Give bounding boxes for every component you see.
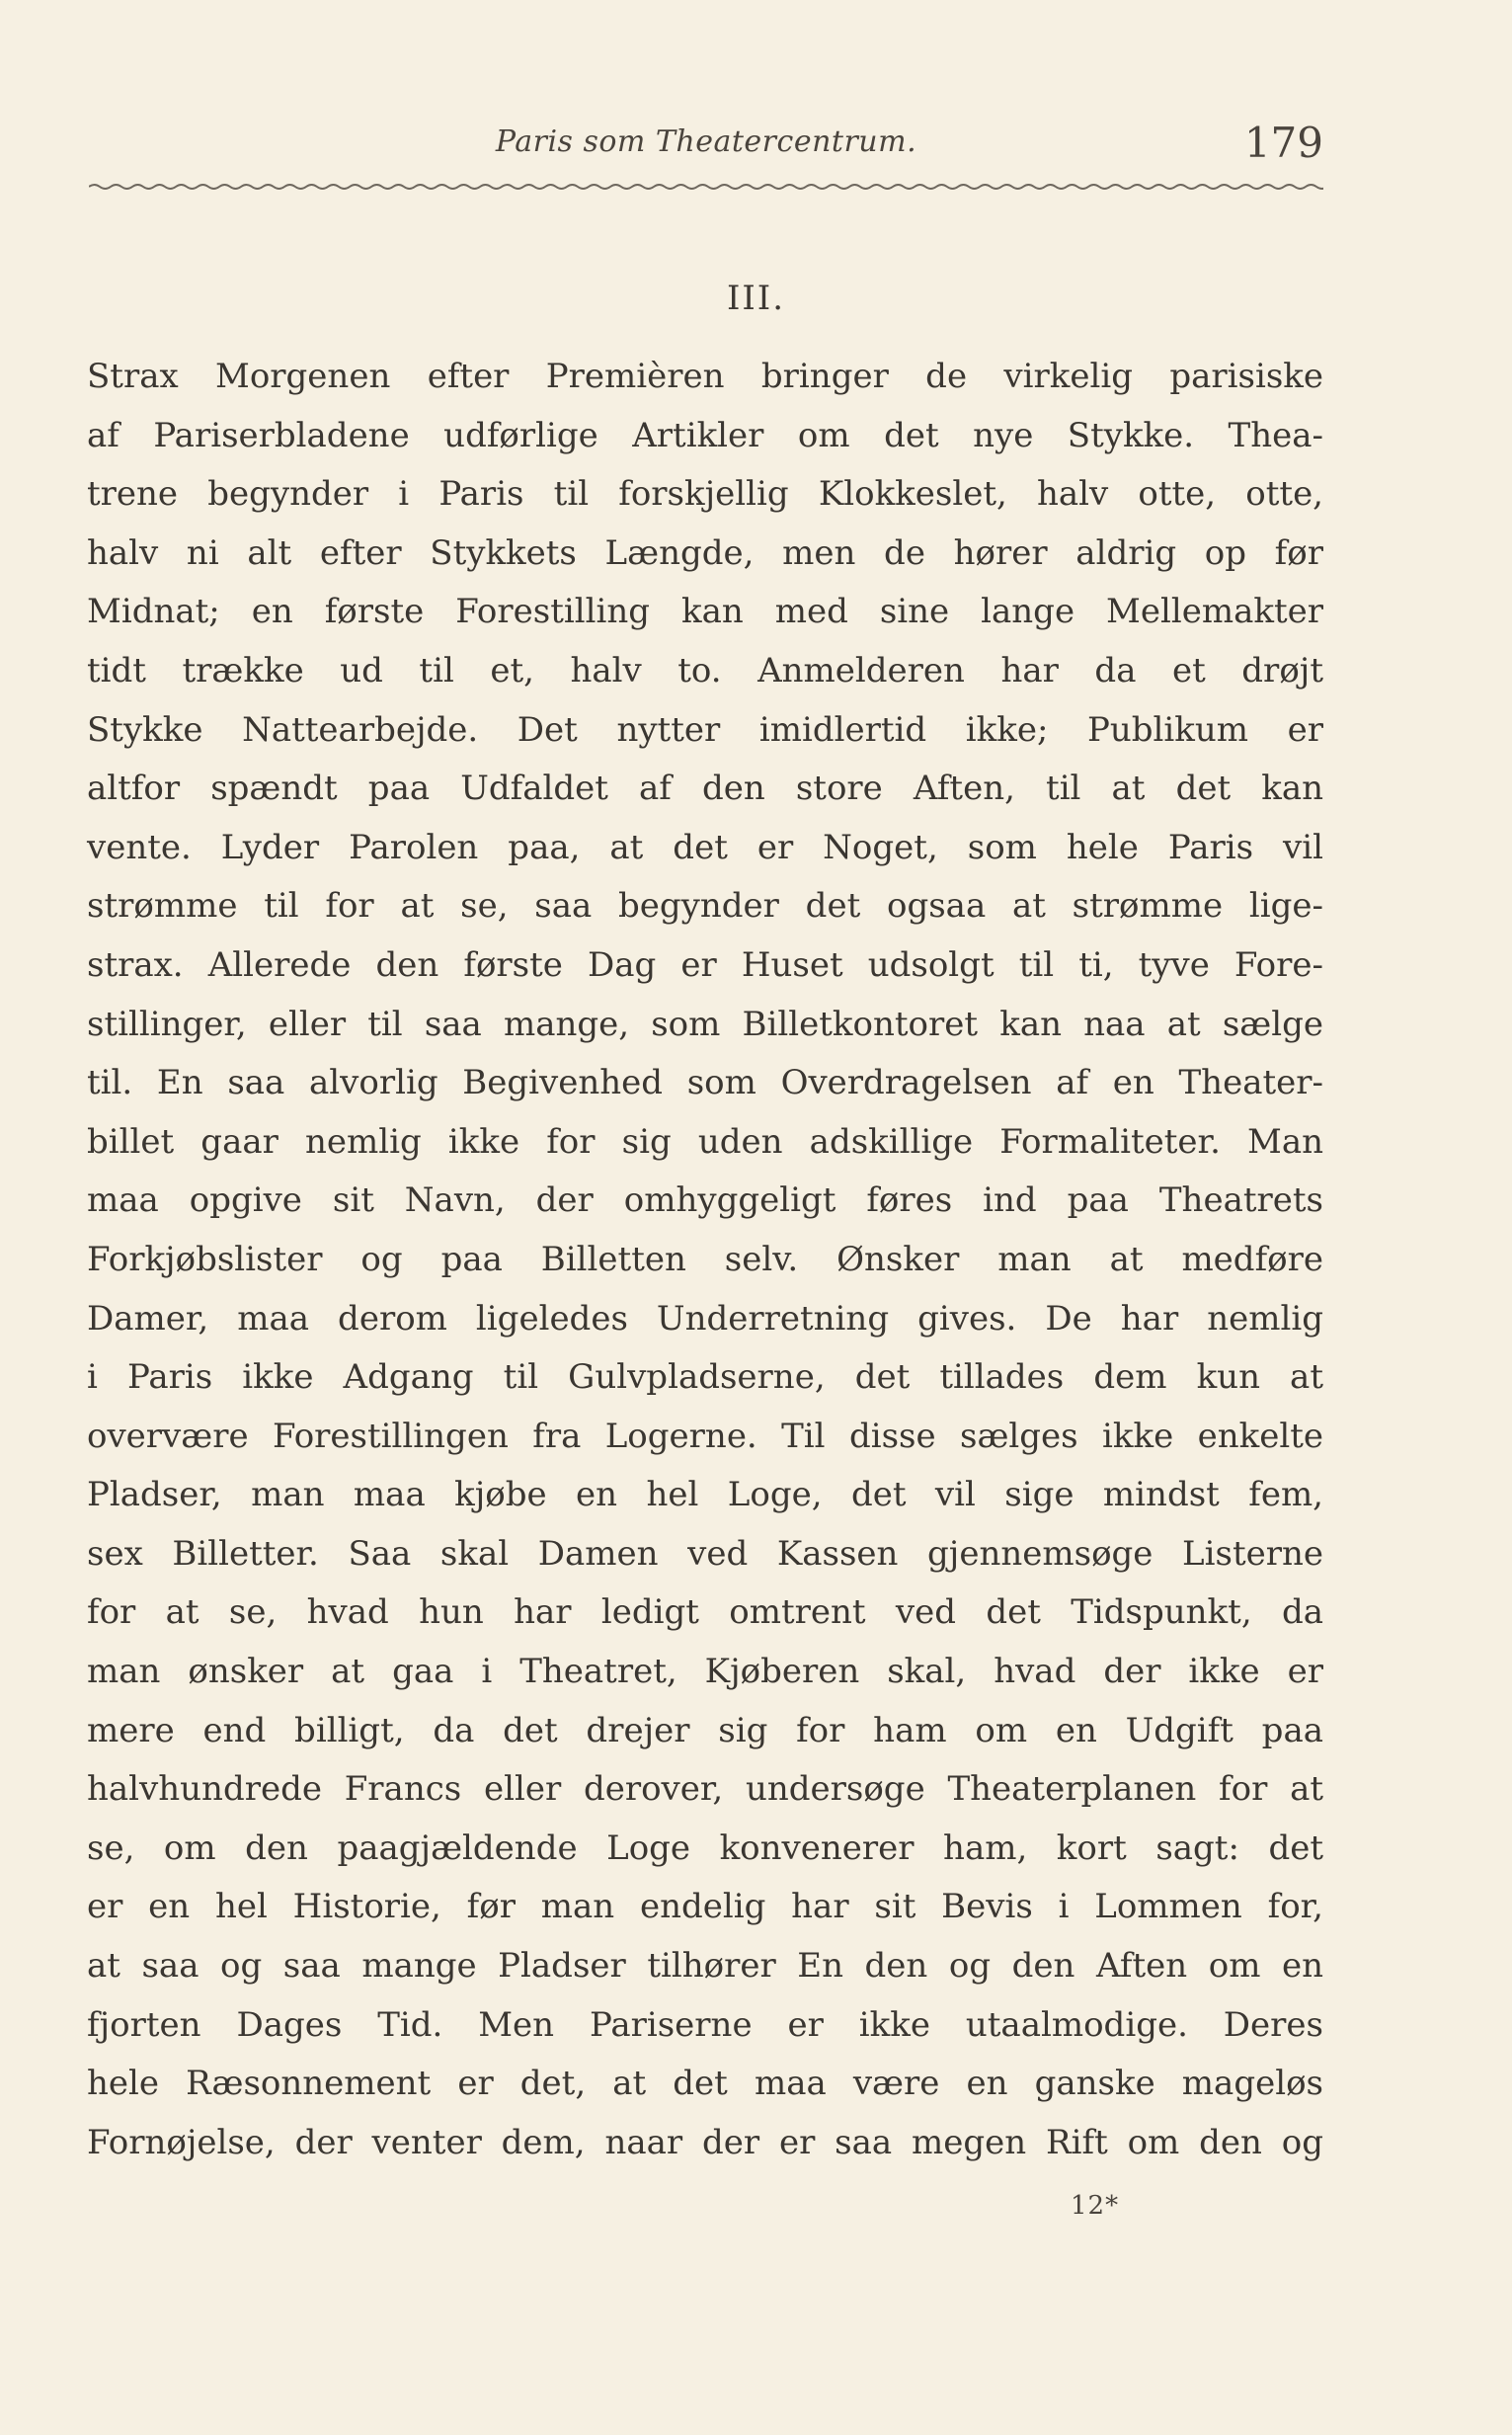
text-line bbox=[87, 1760, 1323, 1820]
text-line bbox=[87, 1348, 1323, 1408]
text-line-content: strømme til for at se, saa begynder det ogsaa at strømme lige- bbox=[87, 886, 1323, 927]
text-line bbox=[87, 1290, 1323, 1349]
text-line-content: fjorten Dages Tid. Men Pariserne er ikke utaalmodige. Deres bbox=[87, 2004, 1323, 2045]
text-line bbox=[87, 1937, 1323, 1996]
text-line-content: halvhundrede Francs eller derover, undersøge Theaterplanen for at bbox=[87, 1769, 1323, 1810]
text-line-content: Stykke Nattearbejde. Det nytter imidlertid ikke; Publikum er bbox=[87, 709, 1323, 750]
text-line bbox=[87, 701, 1323, 761]
text-line bbox=[87, 936, 1323, 996]
text-line-content: til. En saa alvorlig Begivenhed som Overdragelsen af en Theater- bbox=[87, 1063, 1323, 1103]
text-line-content: man ønsker at gaa i Theatret, Kjøberen skal, hvad der ikke er bbox=[87, 1652, 1323, 1692]
text-line bbox=[87, 1996, 1323, 2056]
text-line bbox=[87, 1878, 1323, 1937]
text-line-content: Forkjøbslister og paa Billetten selv. Ønsker man at medføre bbox=[87, 1239, 1323, 1279]
text-line-content: sex Billetter. Saa skal Damen ved Kassen gjennemsøge Listerne bbox=[87, 1533, 1323, 1574]
section-heading: III. bbox=[726, 279, 786, 318]
text-line bbox=[87, 407, 1323, 466]
text-line-content: mere end billigt, da det drejer sig for ham om en Udgift paa bbox=[87, 1710, 1323, 1750]
running-head bbox=[89, 119, 1323, 178]
text-line bbox=[87, 760, 1323, 819]
text-line bbox=[87, 348, 1323, 407]
text-line bbox=[87, 1113, 1323, 1173]
text-line bbox=[87, 1702, 1323, 1761]
text-line-content: altfor spændt paa Udfaldet af den store Aften, til at det kan bbox=[87, 769, 1323, 809]
text-line bbox=[87, 1525, 1323, 1584]
text-line bbox=[87, 2055, 1323, 2114]
text-line-content: er en hel Historie, før man endelig har sit Bevis i Lommen for, bbox=[87, 1887, 1323, 1927]
text-line-content: Fornøjelse, der venter dem, naar der er saa megen Rift om den og bbox=[87, 2122, 1323, 2162]
page-number: 179 bbox=[1243, 119, 1323, 167]
text-line-content: halv ni alt efter Stykkets Længde, men de hører aldrig op før bbox=[87, 532, 1323, 573]
wavy-rule-ornament bbox=[89, 176, 1323, 198]
text-line-content: tidt trække ud til et, halv to. Anmelderen har da et drøjt bbox=[87, 650, 1323, 690]
text-line-content: at saa og saa mange Pladser tilhører En den og den Aften om en bbox=[87, 1946, 1323, 1987]
text-line-content: vente. Lyder Parolen paa, at det er Noget, som hele Paris vil bbox=[87, 827, 1323, 867]
text-line-content: Pladser, man maa kjøbe en hel Loge, det vil sige mindst fem, bbox=[87, 1475, 1323, 1515]
signature-mark: 12* bbox=[1071, 2191, 1120, 2221]
text-line-content: Damer, maa derom ligeledes Underretning gives. De har nemlig bbox=[87, 1298, 1323, 1339]
text-line bbox=[87, 819, 1323, 878]
text-line-content: Strax Morgenen efter Premièren bringer de virkelig parisiske bbox=[87, 357, 1323, 396]
text-line-content: trene begynder i Paris til forskjellig Klokkeslet, halv otte, otte, bbox=[87, 474, 1323, 515]
running-title: Paris som Theatercentrum. bbox=[495, 124, 917, 159]
text-line bbox=[87, 1408, 1323, 1467]
text-line bbox=[87, 642, 1323, 701]
text-line-content: hele Ræsonnement er det, at det maa være en ganske mageløs bbox=[87, 2064, 1323, 2104]
text-line-content: maa opgive sit Navn, der omhyggeligt føres ind paa Theatrets bbox=[87, 1180, 1323, 1221]
text-line-content: strax. Allerede den første Dag er Huset udsolgt til ti, tyve Fore- bbox=[87, 944, 1323, 985]
text-line-content: stillinger, eller til saa mange, som Billetkontoret kan naa at sælge bbox=[87, 1004, 1323, 1044]
text-line bbox=[87, 1583, 1323, 1643]
text-line bbox=[87, 1820, 1323, 1879]
text-line bbox=[87, 877, 1323, 936]
body-text bbox=[87, 348, 1323, 2172]
text-line-content: billet gaar nemlig ikke for sig uden adskillige Formaliteter. Man bbox=[87, 1121, 1323, 1162]
text-line bbox=[87, 2114, 1323, 2173]
text-line bbox=[87, 1054, 1323, 1113]
text-line bbox=[87, 1231, 1323, 1290]
text-line-content: for at se, hvad hun har ledigt omtrent ved det Tidspunkt, da bbox=[87, 1592, 1323, 1633]
text-line bbox=[87, 1172, 1323, 1231]
text-line bbox=[87, 1466, 1323, 1525]
text-line bbox=[87, 525, 1323, 584]
text-line-content: Midnat; en første Forestilling kan med sine lange Mellemakter bbox=[87, 592, 1323, 632]
text-line bbox=[87, 1643, 1323, 1702]
text-line-content: af Pariserbladene udførlige Artikler om det nye Stykke. Thea- bbox=[87, 415, 1323, 455]
text-line bbox=[87, 465, 1323, 525]
text-line-content: i Paris ikke Adgang til Gulvpladserne, det tillades dem kun at bbox=[87, 1357, 1323, 1398]
text-line-content: se, om den paagjældende Loge konvenerer ham, kort sagt: det bbox=[87, 1827, 1323, 1868]
text-line-content: overvære Forestillingen fra Logerne. Til disse sælges ikke enkelte bbox=[87, 1416, 1323, 1456]
text-line bbox=[87, 583, 1323, 642]
text-line bbox=[87, 996, 1323, 1055]
